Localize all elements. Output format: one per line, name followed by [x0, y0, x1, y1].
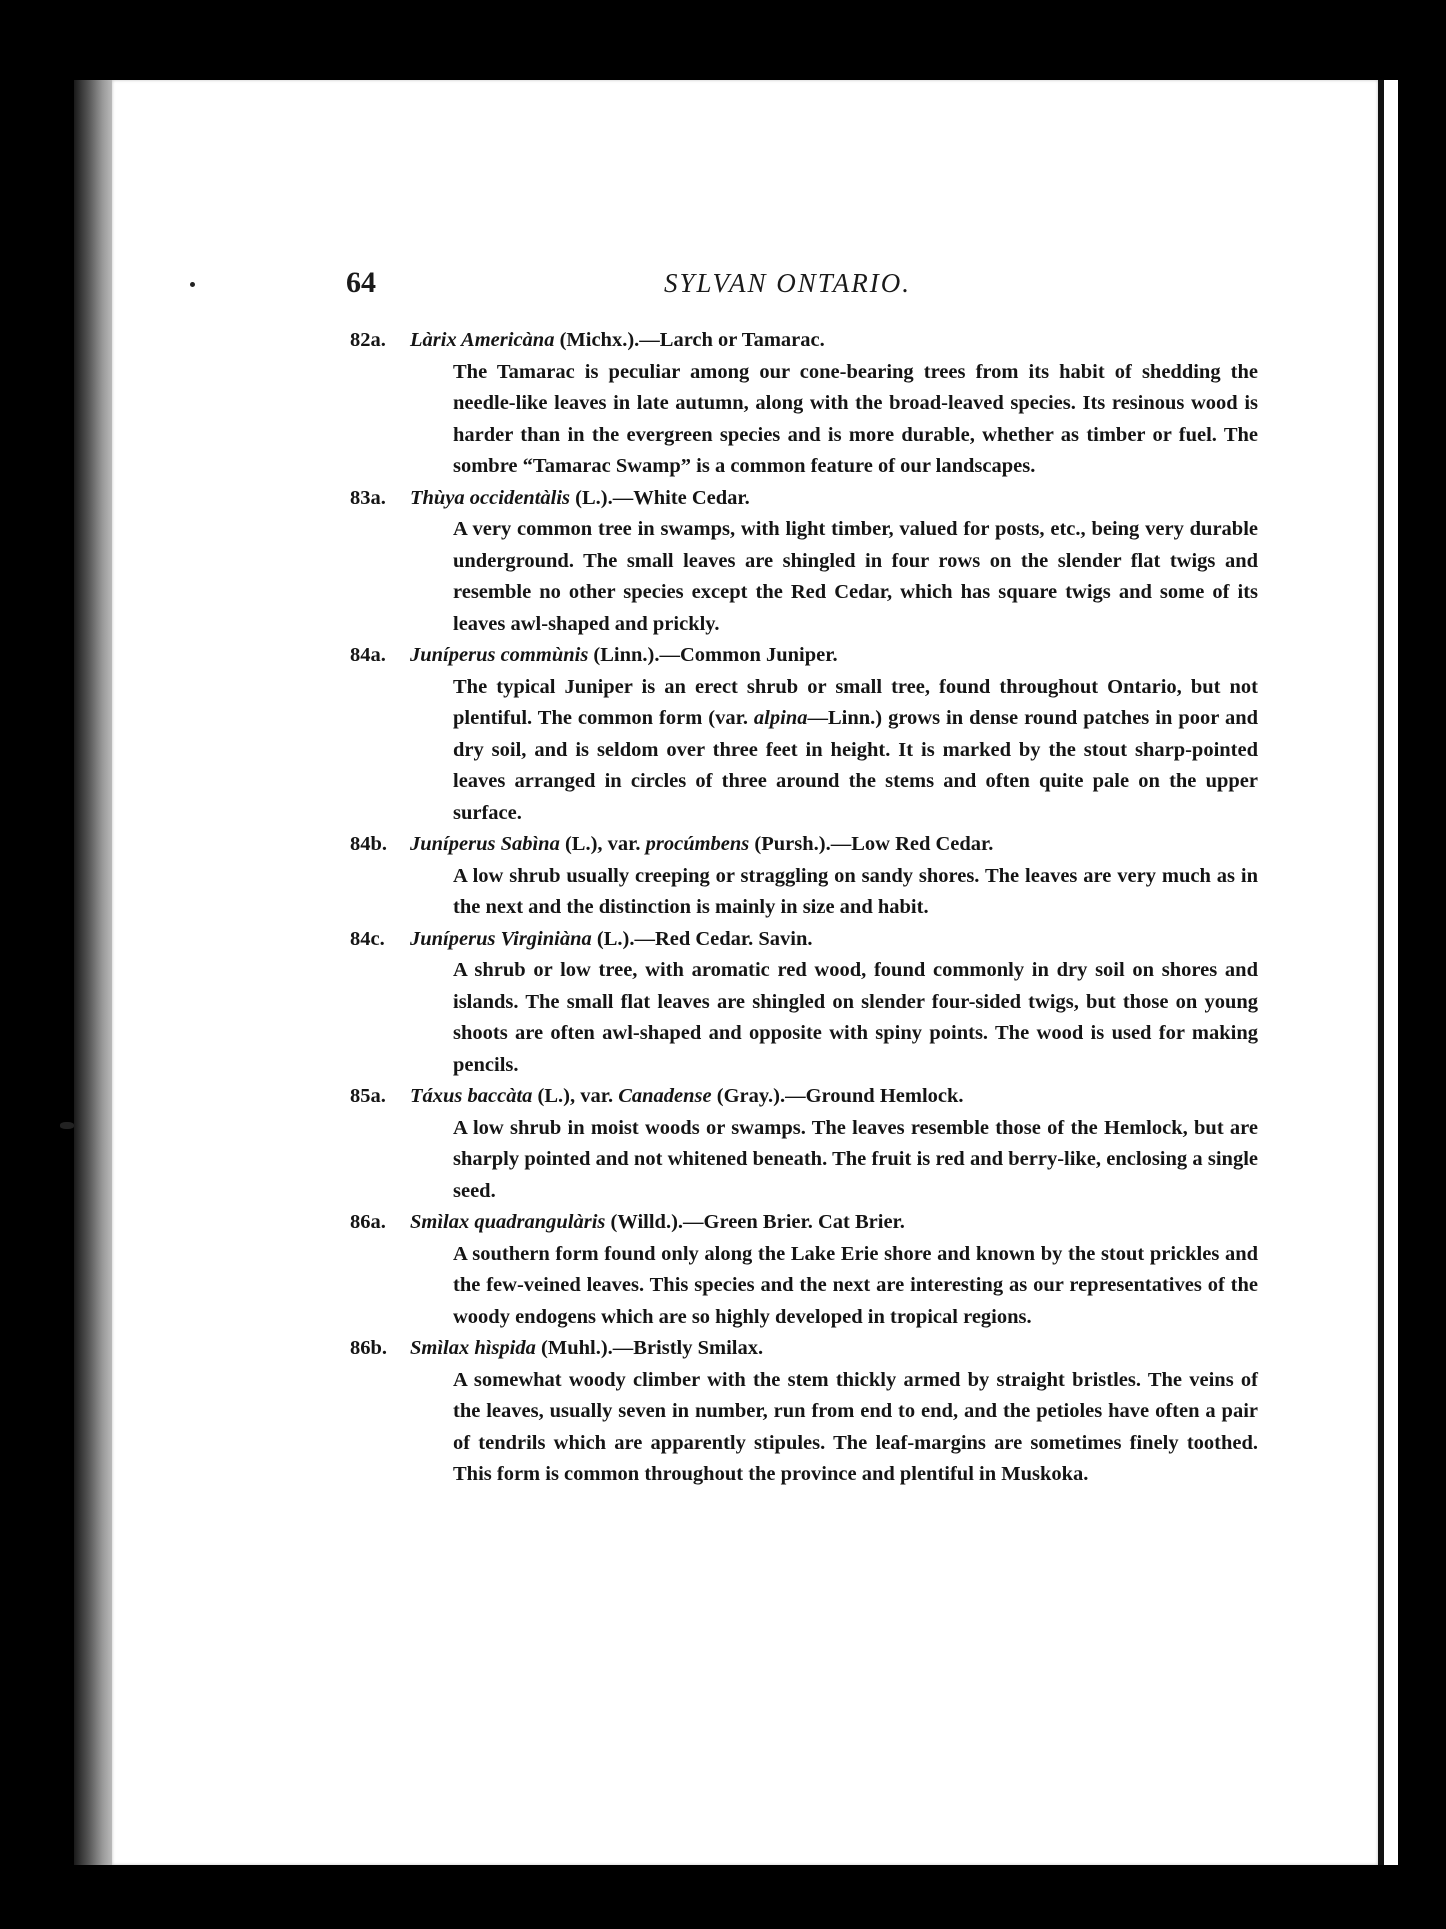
scientific-name: Táxus baccàta [410, 1085, 533, 1107]
entry-description: A low shrub in moist woods or swamps. The leaves resemble those of the Hemlock, but are sharply pointed and not whitened beneath. The fruit is red and berry-like, enclosing a single seed. [453, 1116, 1258, 1202]
scan-speck [190, 282, 195, 287]
scientific-name: Smìlax quadrangulàris [410, 1211, 606, 1233]
species-entry [350, 640, 1258, 829]
species-entry [350, 1207, 1258, 1333]
description-text: —Linn.) grows in dense round patches in poor and dry soil, and is seldom over three feet in height. It is marked by the stout sharp-pointed leaves arranged in circles of three around the stems and often quite pale on the upper surface. [453, 707, 1258, 824]
entry-number: 84c. [350, 927, 385, 950]
scan-speck [60, 1122, 74, 1129]
common-name: (Pursh.).—Low Red Cedar. [749, 833, 994, 855]
common-name: (Muhl.).—Bristly Smilax. [535, 1337, 764, 1359]
entry-heading [350, 1081, 1258, 1113]
variety-name: alpina [753, 707, 808, 729]
running-title: SYLVAN ONTARIO. [664, 268, 912, 298]
entry-description: A shrub or low tree, with aromatic red wood, found commonly in dry soil on shores and islands. The small flat leaves are shingled on slender four-sided twigs, but those on young shoots are often awl-shaped and opposite with spiny points. The wood is used for making pencils. [453, 959, 1258, 1076]
species-entry [350, 924, 1258, 1082]
entry-number: 82a. [350, 329, 386, 351]
species-entry [350, 483, 1258, 641]
description-text: The typical Juniper is an erect shrub or small tree, found throughout Ontario, but not plentiful. The common form (var. [453, 675, 1258, 729]
page-number: 64 [346, 266, 376, 299]
entry-number: 86a. [350, 1211, 386, 1233]
common-name: (Gray.).—Ground Hemlock. [711, 1085, 964, 1107]
authority: (L.), var. [532, 1085, 619, 1107]
species-entry [350, 829, 1258, 924]
page-gutter [1378, 80, 1384, 1865]
scientific-name: Juníperus Sabìna [410, 833, 560, 855]
entry-heading [350, 1333, 1258, 1365]
common-name: (L.).—White Cedar. [570, 486, 750, 509]
scientific-name: Juníperus Virginiàna [410, 927, 592, 950]
entry-description: A southern form found only along the Lake Erie shore and known by the stout prickles and the few-veined leaves. This species and the next are interesting as our representatives of the woody endogens which are so highly developed in tropical regions. [453, 1242, 1258, 1328]
species-entries [350, 325, 1258, 1491]
common-name: (Linn.).—Common Juniper. [588, 644, 838, 666]
scientific-name: Smìlax hìspida [410, 1337, 536, 1359]
scientific-name: Thùya occidentàlis [410, 486, 571, 509]
entry-description: A very common tree in swamps, with light timber, valued for posts, etc., being very durable underground. The small leaves are shingled in four rows on the slender flat twigs and resemble no other species except the Red Cedar, which has square twigs and some of its leaves awl-shaped and prickly. [453, 518, 1258, 635]
common-name: (Willd.).—Green Brier. Cat Brier. [605, 1211, 905, 1233]
entry-number: 84b. [350, 833, 388, 855]
entry-number: 85a. [350, 1085, 386, 1107]
entry-description [453, 672, 1258, 830]
entry-description: A low shrub usually creeping or straggling on sandy shores. The leaves are very much as in the next and the distinction is mainly in size and habit. [453, 864, 1258, 918]
species-entry [350, 325, 1258, 483]
entry-heading [350, 483, 1258, 515]
entry-heading [350, 924, 1258, 956]
common-name: (L.).—Red Cedar. Savin. [591, 927, 813, 950]
entry-number: 86b. [350, 1337, 388, 1359]
scientific-name: Làrix Americàna [410, 329, 555, 351]
entry-description: The Tamarac is peculiar among our cone-bearing trees from its habit of shedding the needle-like leaves in late autumn, along with the broad-leaved species. Its resinous wood is harder than in the evergreen species and is more durable, whether as timber or fuel. The sombre “Tamarac Swamp” is a common feature of our landscapes. [453, 360, 1258, 477]
entry-number: 84a. [350, 644, 386, 666]
species-entry [350, 1081, 1258, 1207]
common-name: (Michx.).—Larch or Tamarac. [554, 329, 825, 351]
entry-number: 83a. [350, 486, 386, 509]
variety-name: Canadense [618, 1085, 712, 1107]
page-header [346, 266, 1266, 306]
entry-heading [350, 1207, 1258, 1239]
entry-description: A somewhat woody climber with the stem thickly armed by straight bristles. The veins of the leaves, usually seven in number, run from end to end, and the petioles have often a pair of tendrils which are apparently stipules. The leaf-margins are sometimes finely toothed. This form is common throughout the province and plentiful in Muskoka. [453, 1368, 1258, 1485]
authority: (L.), var. [559, 833, 646, 855]
entry-heading [350, 640, 1258, 672]
entry-heading [350, 829, 1258, 861]
species-entry [350, 1333, 1258, 1491]
variety-name: procúmbens [645, 833, 750, 855]
entry-heading [350, 325, 1258, 357]
scientific-name: Juníperus commùnis [410, 644, 589, 666]
